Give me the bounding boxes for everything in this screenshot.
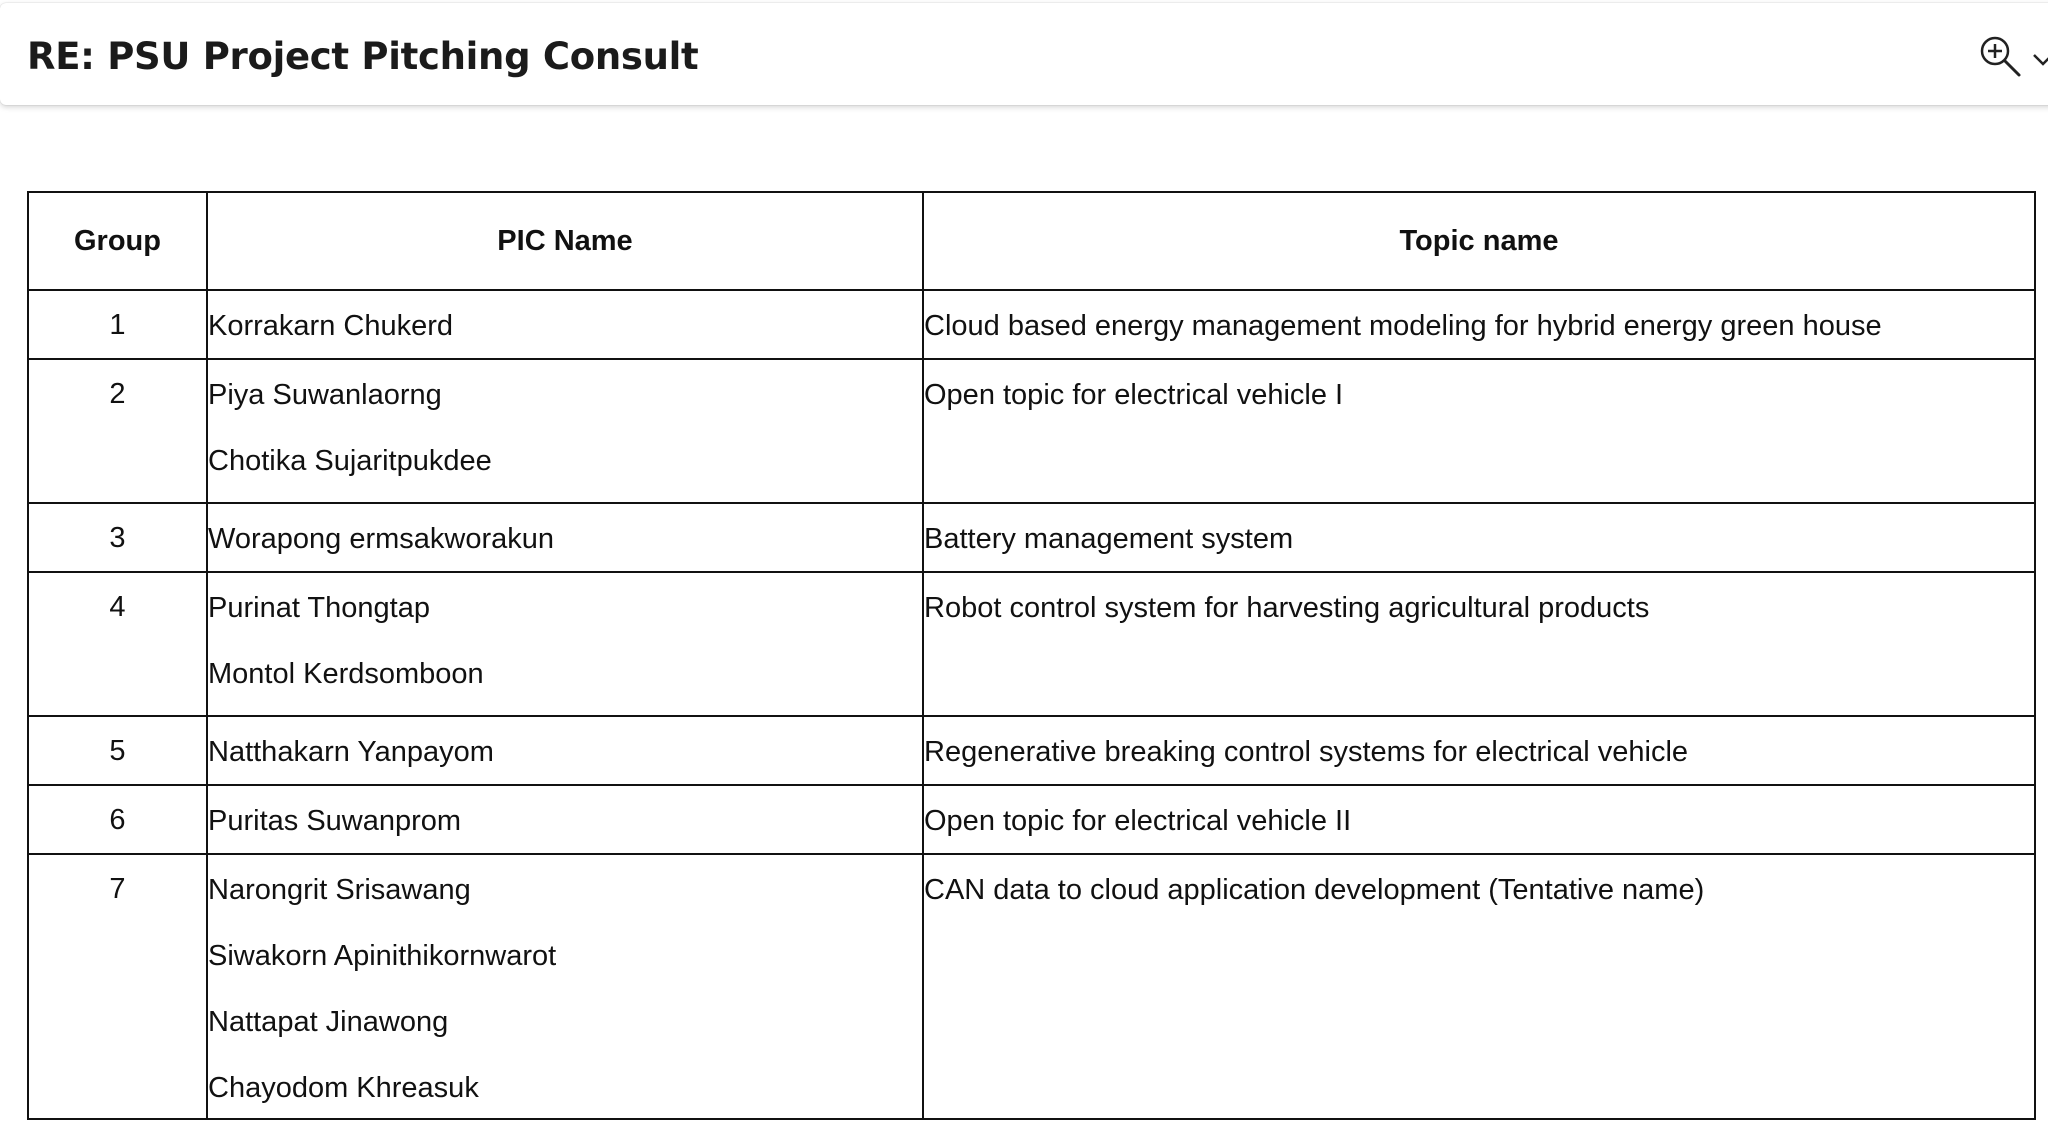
topic-name [923,359,2035,503]
group-number: 5 [28,716,207,785]
pic-names [207,359,923,503]
pic-name: Worapong ermsakworakun [208,523,555,555]
topic-text: Open topic for electrical vehicle I [924,379,1344,411]
header-topic-name: Topic name [923,192,2035,290]
zoom-in-icon [1977,33,2027,83]
email-subject: RE: PSU Project Pitching Consult [27,35,699,78]
table-row [28,359,2035,503]
topic-text: Cloud based energy management modeling for hybrid energy green house [924,310,1882,342]
header-group: Group [28,192,207,290]
table-header-row [28,192,2035,290]
pic-names [207,854,923,1119]
pic-name: Korrakarn Chukerd [208,310,453,342]
pic-names [207,503,923,572]
pic-name: Siwakorn Apinithikornwarot [208,940,557,972]
table-row [28,503,2035,572]
topic-text: Open topic for electrical vehicle II [924,805,1352,837]
topic-name [923,854,2035,1119]
topic-name [923,785,2035,854]
table-row [28,716,2035,785]
pic-names [207,716,923,785]
header-pic-name: PIC Name [207,192,923,290]
pic-name: Puritas Suwanprom [208,805,462,837]
table-row [28,290,2035,359]
chevron-down-icon [2030,47,2048,71]
zoom-options-button[interactable] [2030,47,2048,71]
table-row [28,854,2035,1119]
topic-name [923,716,2035,785]
topic-text: Battery management system [924,523,1294,555]
topic-text: Robot control system for harvesting agricultural products [924,592,1650,624]
topic-name [923,503,2035,572]
group-number: 2 [28,359,207,503]
pic-name: Nattapat Jinawong [208,1006,449,1038]
pic-name: Piya Suwanlaorng [208,379,442,411]
topic-text: Regenerative breaking control systems for electrical vehicle [924,736,1689,768]
pic-name: Chotika Sujaritpukdee [208,445,492,477]
email-header [0,3,2048,105]
pic-names [207,785,923,854]
group-number: 7 [28,854,207,1119]
topic-name [923,572,2035,716]
zoom-button[interactable] [1977,33,2027,83]
pic-name: Narongrit Srisawang [208,874,471,906]
pic-names [207,572,923,716]
group-number: 6 [28,785,207,854]
topic-name [923,290,2035,359]
pitching-table [27,191,2036,1120]
group-number: 3 [28,503,207,572]
pic-name: Montol Kerdsomboon [208,658,484,690]
table-row [28,785,2035,854]
topic-text: CAN data to cloud application development (Tentative name) [924,874,1705,906]
pic-name: Natthakarn Yanpayom [208,736,494,768]
table-row [28,572,2035,716]
pic-name: Chayodom Khreasuk [208,1072,479,1104]
group-number: 4 [28,572,207,716]
pic-name: Purinat Thongtap [208,592,430,624]
group-number: 1 [28,290,207,359]
pic-names [207,290,923,359]
